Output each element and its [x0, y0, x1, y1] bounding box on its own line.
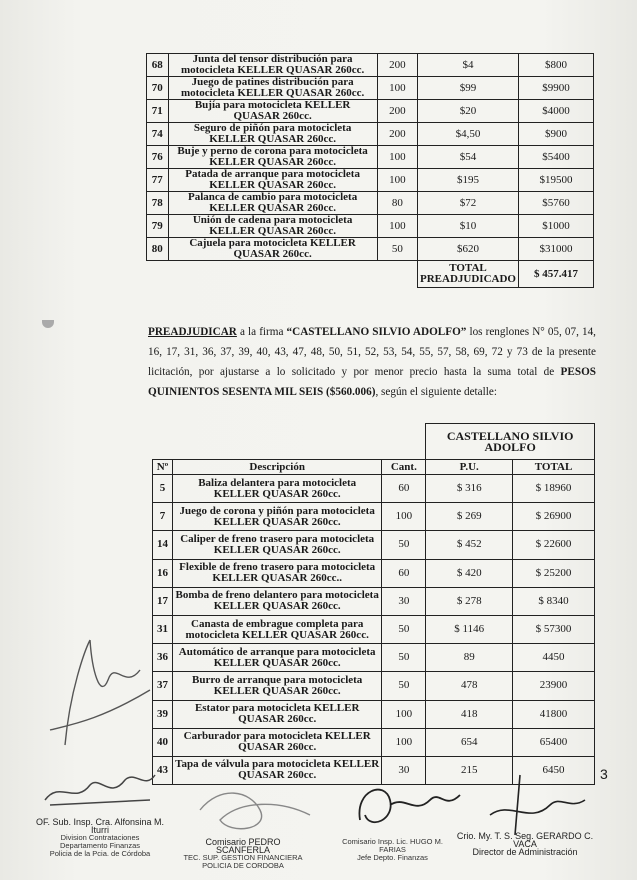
award-amount: PESOS QUINIENTOS SESENTA MIL SEIS ($560.006): [148, 366, 596, 398]
row-number: 77: [147, 169, 169, 192]
row-quantity: 50: [382, 615, 426, 643]
row-number: 40: [153, 728, 173, 756]
row-total: $1000: [518, 215, 593, 238]
row-quantity: 200: [377, 54, 417, 77]
row-description: Patada de arranque para motocicleta KELLER QUASAR 260cc.: [168, 169, 377, 192]
signature-block-3: Comisario Insp. Lic. HUGO M. FARIAS Jefe Depto. Finanzas: [342, 837, 443, 862]
row-description: Estator para motocicleta KELLER QUASAR 260cc.: [172, 700, 381, 728]
row-description: Bomba de freno delantero para motocicleta KELLER QUASAR 260cc.: [172, 587, 381, 615]
row-unit-price: $ 316: [426, 475, 513, 503]
firm-header: CASTELLANO SILVIO ADOLFO: [426, 424, 595, 460]
row-unit-price: $ 278: [426, 587, 513, 615]
table-row: [147, 123, 594, 146]
row-unit-price: 89: [426, 644, 513, 672]
signature-block-2: Comisario PEDRO SCANFERLA TEC. SUP. GESTION FINANCIERA POLICIA DE CORDOBA: [183, 837, 303, 870]
table-row: [153, 587, 595, 615]
row-unit-price: $72: [418, 192, 519, 215]
table-row: [153, 503, 595, 531]
row-quantity: 200: [377, 100, 417, 123]
table-row: [153, 531, 595, 559]
row-quantity: 100: [377, 215, 417, 238]
total-value: $ 457.417: [518, 261, 593, 288]
row-unit-price: $ 452: [426, 531, 513, 559]
row-total: 4450: [513, 644, 595, 672]
table-row: [153, 672, 595, 700]
header-total: TOTAL: [513, 460, 595, 475]
binder-hole: [42, 320, 54, 328]
row-unit-price: 418: [426, 700, 513, 728]
row-unit-price: $20: [418, 100, 519, 123]
row-description: Canasta de embrague completa para motocicleta KELLER QUASAR 260cc.: [172, 615, 381, 643]
row-number: 31: [153, 615, 173, 643]
row-description: Buje y perno de corona para motocicleta KELLER QUASAR 260cc.: [168, 146, 377, 169]
row-quantity: 50: [382, 531, 426, 559]
row-number: 70: [147, 77, 169, 100]
row-number: 17: [153, 587, 173, 615]
award-text-2: los renglones N° 05, 07, 14, 16, 17, 31, 36, 37, 39, 40, 43, 47, 48, 50, 51, 52, 53, 54, 55, 57, 58, 69, 72 y 73 de la presente licitación, por ajustarse a lo solicitado y por menor precio hasta la suma total de: [148, 326, 596, 378]
row-number: 14: [153, 531, 173, 559]
row-quantity: 30: [382, 587, 426, 615]
row-total: $31000: [518, 238, 593, 261]
table-row: [153, 559, 595, 587]
row-description: Unión de cadena para motocicleta KELLER QUASAR 260cc.: [168, 215, 377, 238]
row-description: Juego de patines distribución para motocicleta KELLER QUASAR 260cc.: [168, 77, 377, 100]
award-paragraph: [148, 322, 596, 402]
row-unit-price: $54: [418, 146, 519, 169]
row-total: 41800: [513, 700, 595, 728]
header-unit-price: P.U.: [426, 460, 513, 475]
row-quantity: 30: [382, 756, 426, 784]
row-unit-price: $ 269: [426, 503, 513, 531]
page-number: 3: [600, 766, 608, 782]
award-keyword: PREADJUDICAR: [148, 326, 237, 338]
row-description: Juego de corona y piñón para motocicleta KELLER QUASAR 260cc.: [172, 503, 381, 531]
row-quantity: 100: [377, 77, 417, 100]
row-unit-price: $ 1146: [426, 615, 513, 643]
row-unit-price: $10: [418, 215, 519, 238]
row-description: Flexible de freno trasero para motocicleta KELLER QUASAR 260cc..: [172, 559, 381, 587]
signature-1-icon: [40, 760, 160, 820]
row-total: $5400: [518, 146, 593, 169]
table-row: [147, 77, 594, 100]
row-total: $900: [518, 123, 593, 146]
row-quantity: 60: [382, 475, 426, 503]
row-total: $800: [518, 54, 593, 77]
table-row: [153, 700, 595, 728]
table-row: [147, 54, 594, 77]
row-quantity: 80: [377, 192, 417, 215]
row-quantity: 50: [382, 672, 426, 700]
table-row: [147, 192, 594, 215]
row-description: Automático de arranque para motocicleta KELLER QUASAR 260cc.: [172, 644, 381, 672]
table-row: [147, 100, 594, 123]
row-unit-price: $4,50: [418, 123, 519, 146]
total-row: [147, 261, 594, 288]
row-quantity: 100: [382, 700, 426, 728]
row-unit-price: $195: [418, 169, 519, 192]
row-description: Baliza delantera para motocicleta KELLER QUASAR 260cc.: [172, 475, 381, 503]
total-label: TOTAL PREADJUDICADO: [418, 261, 519, 288]
row-unit-price: $620: [418, 238, 519, 261]
row-number: 68: [147, 54, 169, 77]
row-total: 65400: [513, 728, 595, 756]
row-description: Burro de arranque para motocicleta KELLER QUASAR 260cc.: [172, 672, 381, 700]
row-quantity: 50: [382, 644, 426, 672]
row-description: Tapa de válvula para motocicleta KELLER QUASAR 260cc.: [172, 756, 381, 784]
row-total: 23900: [513, 672, 595, 700]
row-number: 76: [147, 146, 169, 169]
margin-signature-icon: [30, 630, 160, 760]
award-text-3: , según el siguiente detalle:: [375, 386, 497, 398]
row-number: 37: [153, 672, 173, 700]
row-quantity: 100: [382, 728, 426, 756]
award-text-1: a la firma: [236, 326, 287, 338]
row-unit-price: $ 420: [426, 559, 513, 587]
row-quantity: 50: [377, 238, 417, 261]
table-row: [147, 146, 594, 169]
row-description: Caliper de freno trasero para motocicleta KELLER QUASAR 260cc.: [172, 531, 381, 559]
row-description: Cajuela para motocicleta KELLER QUASAR 260cc.: [168, 238, 377, 261]
table-row: [153, 615, 595, 643]
row-number: 80: [147, 238, 169, 261]
row-total: $ 57300: [513, 615, 595, 643]
row-quantity: 100: [377, 169, 417, 192]
table-row: [147, 169, 594, 192]
row-total: $19500: [518, 169, 593, 192]
row-total: $ 18960: [513, 475, 595, 503]
signature-block-4: Crio. My. T. S. Seg. GERARDO C. VACA Director de Administración: [456, 831, 594, 857]
row-number: 74: [147, 123, 169, 146]
row-total: $ 22600: [513, 531, 595, 559]
table-row: [147, 215, 594, 238]
row-total: 6450: [513, 756, 595, 784]
row-total: $ 8340: [513, 587, 595, 615]
signature-3-icon: [345, 770, 465, 840]
row-quantity: 100: [382, 503, 426, 531]
header-number: Nº: [153, 460, 173, 475]
row-quantity: 100: [377, 146, 417, 169]
row-number: 7: [153, 503, 173, 531]
award-firm: “CASTELLANO SILVIO ADOLFO”: [286, 326, 467, 338]
table-row: [153, 644, 595, 672]
row-number: 71: [147, 100, 169, 123]
row-total: $9900: [518, 77, 593, 100]
row-number: 5: [153, 475, 173, 503]
row-quantity: 60: [382, 559, 426, 587]
row-total: $5760: [518, 192, 593, 215]
signature-block-1: OF. Sub. Insp. Cra. Alfonsina M. Iturri Division Contrataciones Departamento Finanzas Policia de la Pcia. de Córdoba: [35, 817, 165, 858]
row-description: Seguro de piñón para motocicleta KELLER QUASAR 260cc.: [168, 123, 377, 146]
header-quantity: Cant.: [382, 460, 426, 475]
row-number: 43: [153, 756, 173, 784]
row-unit-price: 478: [426, 672, 513, 700]
row-number: 78: [147, 192, 169, 215]
row-unit-price: $99: [418, 77, 519, 100]
signature-2-icon: [190, 780, 320, 840]
row-description: Palanca de cambio para motocicleta KELLER QUASAR 260cc.: [168, 192, 377, 215]
row-number: 36: [153, 644, 173, 672]
row-number: 16: [153, 559, 173, 587]
items-table-continued: [146, 53, 594, 288]
header-description: Descripción: [172, 460, 381, 475]
row-description: Bujía para motocicleta KELLER QUASAR 260cc.: [168, 100, 377, 123]
table-row: [153, 475, 595, 503]
table-row: [147, 238, 594, 261]
row-quantity: 200: [377, 123, 417, 146]
row-unit-price: 215: [426, 756, 513, 784]
firm-detail-table: [152, 423, 595, 785]
row-total: $ 25200: [513, 559, 595, 587]
row-number: 39: [153, 700, 173, 728]
row-unit-price: 654: [426, 728, 513, 756]
row-total: $ 26900: [513, 503, 595, 531]
row-number: 79: [147, 215, 169, 238]
table-row: [153, 728, 595, 756]
row-total: $4000: [518, 100, 593, 123]
row-description: Junta del tensor distribución para motocicleta KELLER QUASAR 260cc.: [168, 54, 377, 77]
row-description: Carburador para motocicleta KELLER QUASAR 260cc.: [172, 728, 381, 756]
row-unit-price: $4: [418, 54, 519, 77]
